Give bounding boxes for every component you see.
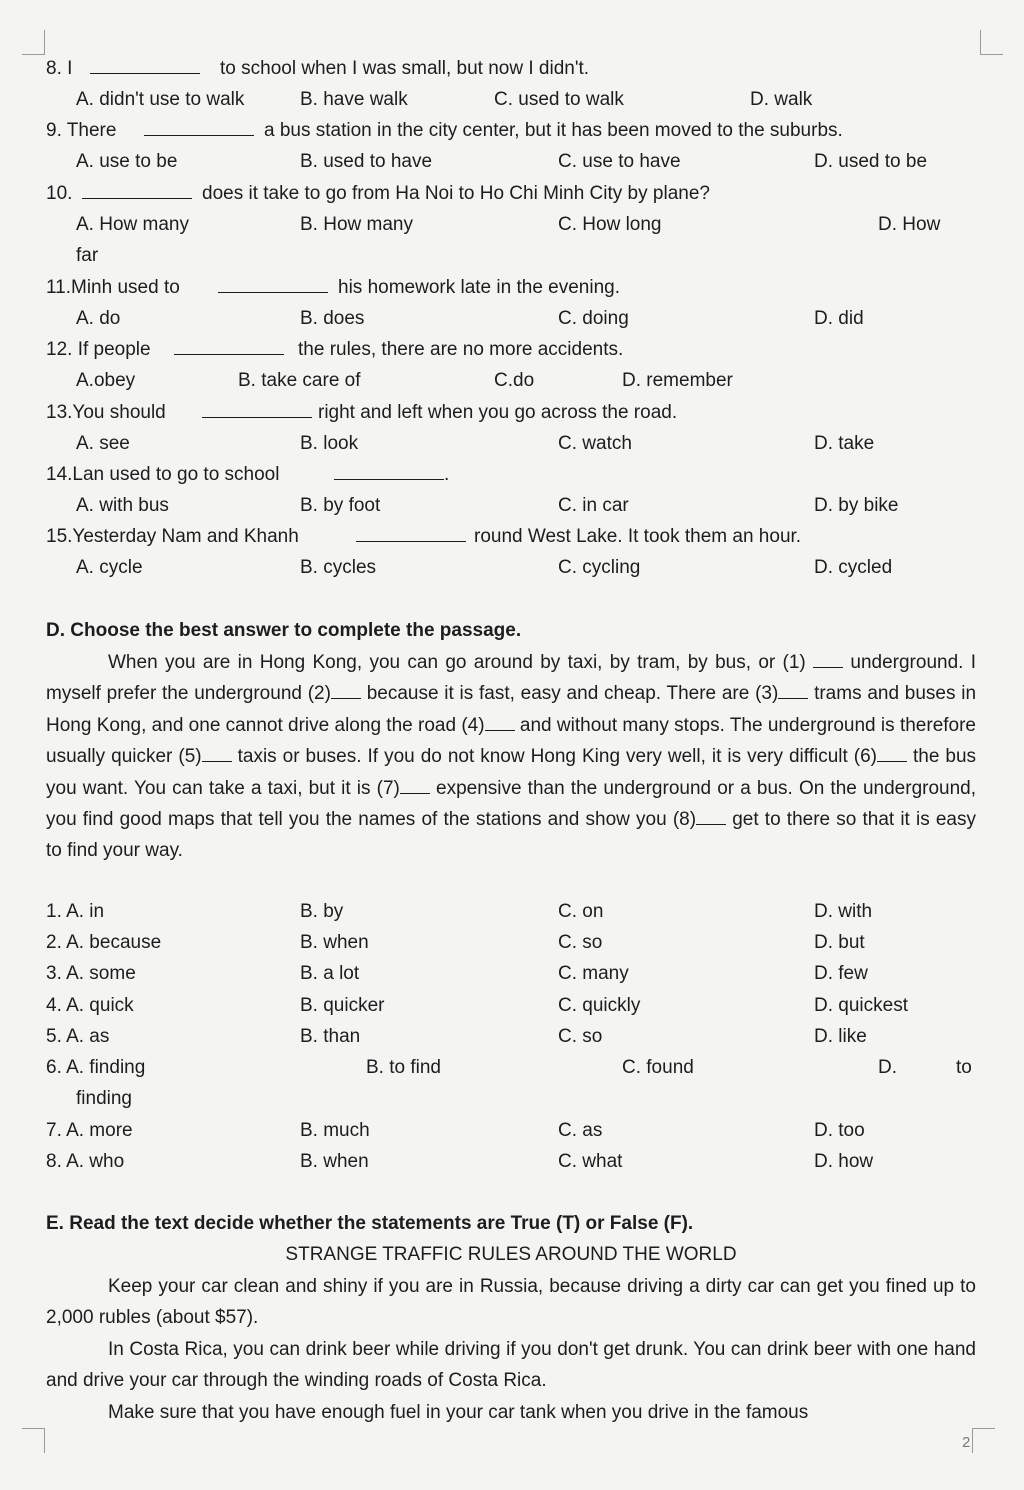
option-a: A. use to be xyxy=(76,151,178,172)
passage-options-4 xyxy=(46,991,976,1021)
option-a: 4. A. quick xyxy=(46,995,134,1016)
option-d: D. used to be xyxy=(814,151,928,172)
option-b: B. cycles xyxy=(300,557,377,578)
option-c: C. used to walk xyxy=(494,89,624,110)
section-d-passage: When you are in Hong Kong, you can go around by taxi, by tram, by bus, or (1) underground. I myself prefer the underground (2) because it is fast, easy and cheap. There are (3) trams and buses in Hong Kong, and one cannot drive along the road (4) and without many stops. The underground is therefore usually quicker (5) taxis or buses. If you do not know Hong King very well, it is very difficult (6) the bus you want. You can take a taxi, but it is (7) expensive than the underground or a bus. On the underground, you find good maps that tell you the names of the stations and show you (8) get to there so that it is easy to find your way. xyxy=(46,647,976,867)
option-b: B. by foot xyxy=(300,495,381,516)
option-b: B. when xyxy=(300,1151,369,1172)
passage-options-6 xyxy=(46,1053,976,1083)
option-b: B. quicker xyxy=(300,995,385,1016)
option-d: D. quickest xyxy=(814,995,908,1016)
option-b: B. does xyxy=(300,308,365,329)
question-number: 11.Minh used to xyxy=(46,277,180,298)
option-b: B. when xyxy=(300,932,369,953)
question-number: 12. If people xyxy=(46,339,151,360)
passage-options-8 xyxy=(46,1147,976,1177)
option-b: B. have walk xyxy=(300,89,408,110)
passage-options-3 xyxy=(46,959,976,989)
option-c: C. on xyxy=(558,901,604,922)
option-d-continued: finding xyxy=(76,1088,132,1109)
option-b: B. a lot xyxy=(300,963,360,984)
page-number: 2 xyxy=(962,1434,971,1451)
option-d: D. how xyxy=(814,1151,874,1172)
answer-blank xyxy=(90,55,200,74)
question-options-11 xyxy=(46,304,976,334)
option-c: C. use to have xyxy=(558,151,681,172)
option-c: C. found xyxy=(622,1057,694,1078)
answer-blank xyxy=(331,680,361,699)
question-number: 14.Lan used to go to school xyxy=(46,464,280,485)
crop-mark-bottom-right xyxy=(972,1428,995,1453)
section-e-heading: E. Read the text decide whether the statements are True (T) or False (F). xyxy=(46,1213,694,1234)
question-options-9 xyxy=(46,147,976,177)
answer-blank xyxy=(202,399,312,418)
option-d: D. take xyxy=(814,433,875,454)
paragraph: Make sure that you have enough fuel in your car tank when you drive in the famous xyxy=(108,1401,809,1423)
option-d: D. How xyxy=(878,214,941,235)
question-text: the rules, there are no more accidents. xyxy=(298,339,624,360)
option-c: C. doing xyxy=(558,308,629,329)
option-d: D. remember xyxy=(622,370,733,391)
answer-blank xyxy=(174,336,284,355)
question-text: to school when I was small, but now I didn't. xyxy=(220,58,590,79)
option-b: B. much xyxy=(300,1120,370,1141)
option-a: 8. A. who xyxy=(46,1151,125,1172)
passage-options-2 xyxy=(46,928,976,958)
answer-blank xyxy=(778,680,808,699)
option-d: D. walk xyxy=(750,89,813,110)
question-number: 13.You should xyxy=(46,402,166,423)
question-text: his homework late in the evening. xyxy=(338,277,620,298)
option-b: B. take care of xyxy=(238,370,361,391)
option-d: D. like xyxy=(814,1026,867,1047)
passage-options-7 xyxy=(46,1116,976,1146)
section-d-heading: D. Choose the best answer to complete the passage. xyxy=(46,620,522,641)
passage-options-6-wrap xyxy=(46,1084,976,1114)
option-c: C. watch xyxy=(558,433,632,454)
option-d: D. cycled xyxy=(814,557,893,578)
option-a: A. with bus xyxy=(76,495,169,516)
answer-blank xyxy=(334,461,444,480)
option-b: B. How many xyxy=(300,214,413,235)
option-d: D. few xyxy=(814,963,868,984)
option-c: C. many xyxy=(558,963,629,984)
section-e-title: STRANGE TRAFFIC RULES AROUND THE WORLD xyxy=(285,1244,737,1265)
question-text: . xyxy=(444,464,450,485)
option-a: 3. A. some xyxy=(46,963,136,984)
question-options-10 xyxy=(46,210,976,240)
question-options-13 xyxy=(46,429,976,459)
question-stem-12 xyxy=(46,335,976,365)
question-text: a bus station in the city center, but it has been moved to the suburbs. xyxy=(264,120,843,141)
option-a: A. How many xyxy=(76,214,189,235)
question-stem-13 xyxy=(46,398,976,428)
crop-mark-top-left xyxy=(22,30,45,55)
option-d: D. by bike xyxy=(814,495,899,516)
answer-blank xyxy=(877,743,907,762)
option-a: 7. A. more xyxy=(46,1120,133,1141)
option-c: C. as xyxy=(558,1120,603,1141)
question-stem-11 xyxy=(46,273,976,303)
answer-blank xyxy=(485,712,515,731)
option-d: D. with xyxy=(814,901,873,922)
question-options-14 xyxy=(46,491,976,521)
option-b: B. than xyxy=(300,1026,361,1047)
option-a: A. see xyxy=(76,433,130,454)
option-c: C. so xyxy=(558,1026,603,1047)
answer-blank xyxy=(202,743,232,762)
question-number: 9. There xyxy=(46,120,117,141)
option-a: 5. A. as xyxy=(46,1026,110,1047)
option-d: D. too xyxy=(814,1120,865,1141)
question-text: right and left when you go across the road. xyxy=(318,402,678,423)
question-options-10-wrap xyxy=(46,241,976,271)
answer-blank xyxy=(813,649,843,668)
question-stem-15 xyxy=(46,522,976,552)
option-a: A. didn't use to walk xyxy=(76,89,245,110)
question-stem-8 xyxy=(46,54,976,84)
option-c: C. How long xyxy=(558,214,662,235)
question-stem-9 xyxy=(46,116,976,146)
option-a: 2. A. because xyxy=(46,932,162,953)
option-b: B. used to have xyxy=(300,151,433,172)
question-number: 8. I xyxy=(46,58,73,79)
option-a: A.obey xyxy=(76,370,136,391)
question-options-12 xyxy=(46,366,976,396)
option-d-continued: far xyxy=(76,245,99,266)
option-b: B. to find xyxy=(366,1057,441,1078)
answer-blank xyxy=(218,274,328,293)
option-c: C. so xyxy=(558,932,603,953)
option-a: 6. A. finding xyxy=(46,1057,146,1078)
question-number: 10. xyxy=(46,183,73,204)
answer-blank xyxy=(696,806,726,825)
option-c: C. cycling xyxy=(558,557,641,578)
crop-mark-top-right xyxy=(980,30,1003,55)
answer-blank xyxy=(144,117,254,136)
option-c: C. what xyxy=(558,1151,623,1172)
question-text: does it take to go from Ha Noi to Ho Chi Minh City by plane? xyxy=(202,183,710,204)
option-a: A. cycle xyxy=(76,557,143,578)
question-text: round West Lake. It took them an hour. xyxy=(474,526,802,547)
paragraph: In Costa Rica, you can drink beer while driving if you don't get drunk. You can drink beer with one hand and drive your car through the winding roads of Costa Rica. xyxy=(46,1338,976,1392)
option-c: C. in car xyxy=(558,495,629,516)
option-c: C. quickly xyxy=(558,995,641,1016)
answer-blank xyxy=(400,775,430,794)
passage-options-5 xyxy=(46,1022,976,1052)
option-d: D. but xyxy=(814,932,865,953)
passage-options-1 xyxy=(46,897,976,927)
section-e-text xyxy=(46,1271,976,1428)
question-options-15 xyxy=(46,553,976,583)
option-a: A. do xyxy=(76,308,121,329)
question-stem-14 xyxy=(46,460,976,490)
option-d-text: to xyxy=(956,1057,972,1078)
option-a: 1. A. in xyxy=(46,901,105,922)
option-d: D. xyxy=(878,1057,897,1078)
option-b: B. by xyxy=(300,901,344,922)
option-b: B. look xyxy=(300,433,359,454)
option-c: C.do xyxy=(494,370,535,391)
option-d: D. did xyxy=(814,308,864,329)
question-stem-10 xyxy=(46,179,976,209)
crop-mark-bottom-left xyxy=(22,1428,45,1453)
answer-blank xyxy=(356,523,466,542)
question-number: 15.Yesterday Nam and Khanh xyxy=(46,526,299,547)
question-options-8 xyxy=(46,85,976,115)
answer-blank xyxy=(82,180,192,199)
paragraph: Keep your car clean and shiny if you are in Russia, because driving a dirty car can get you fined up to 2,000 rubles (about $57). xyxy=(46,1276,976,1329)
